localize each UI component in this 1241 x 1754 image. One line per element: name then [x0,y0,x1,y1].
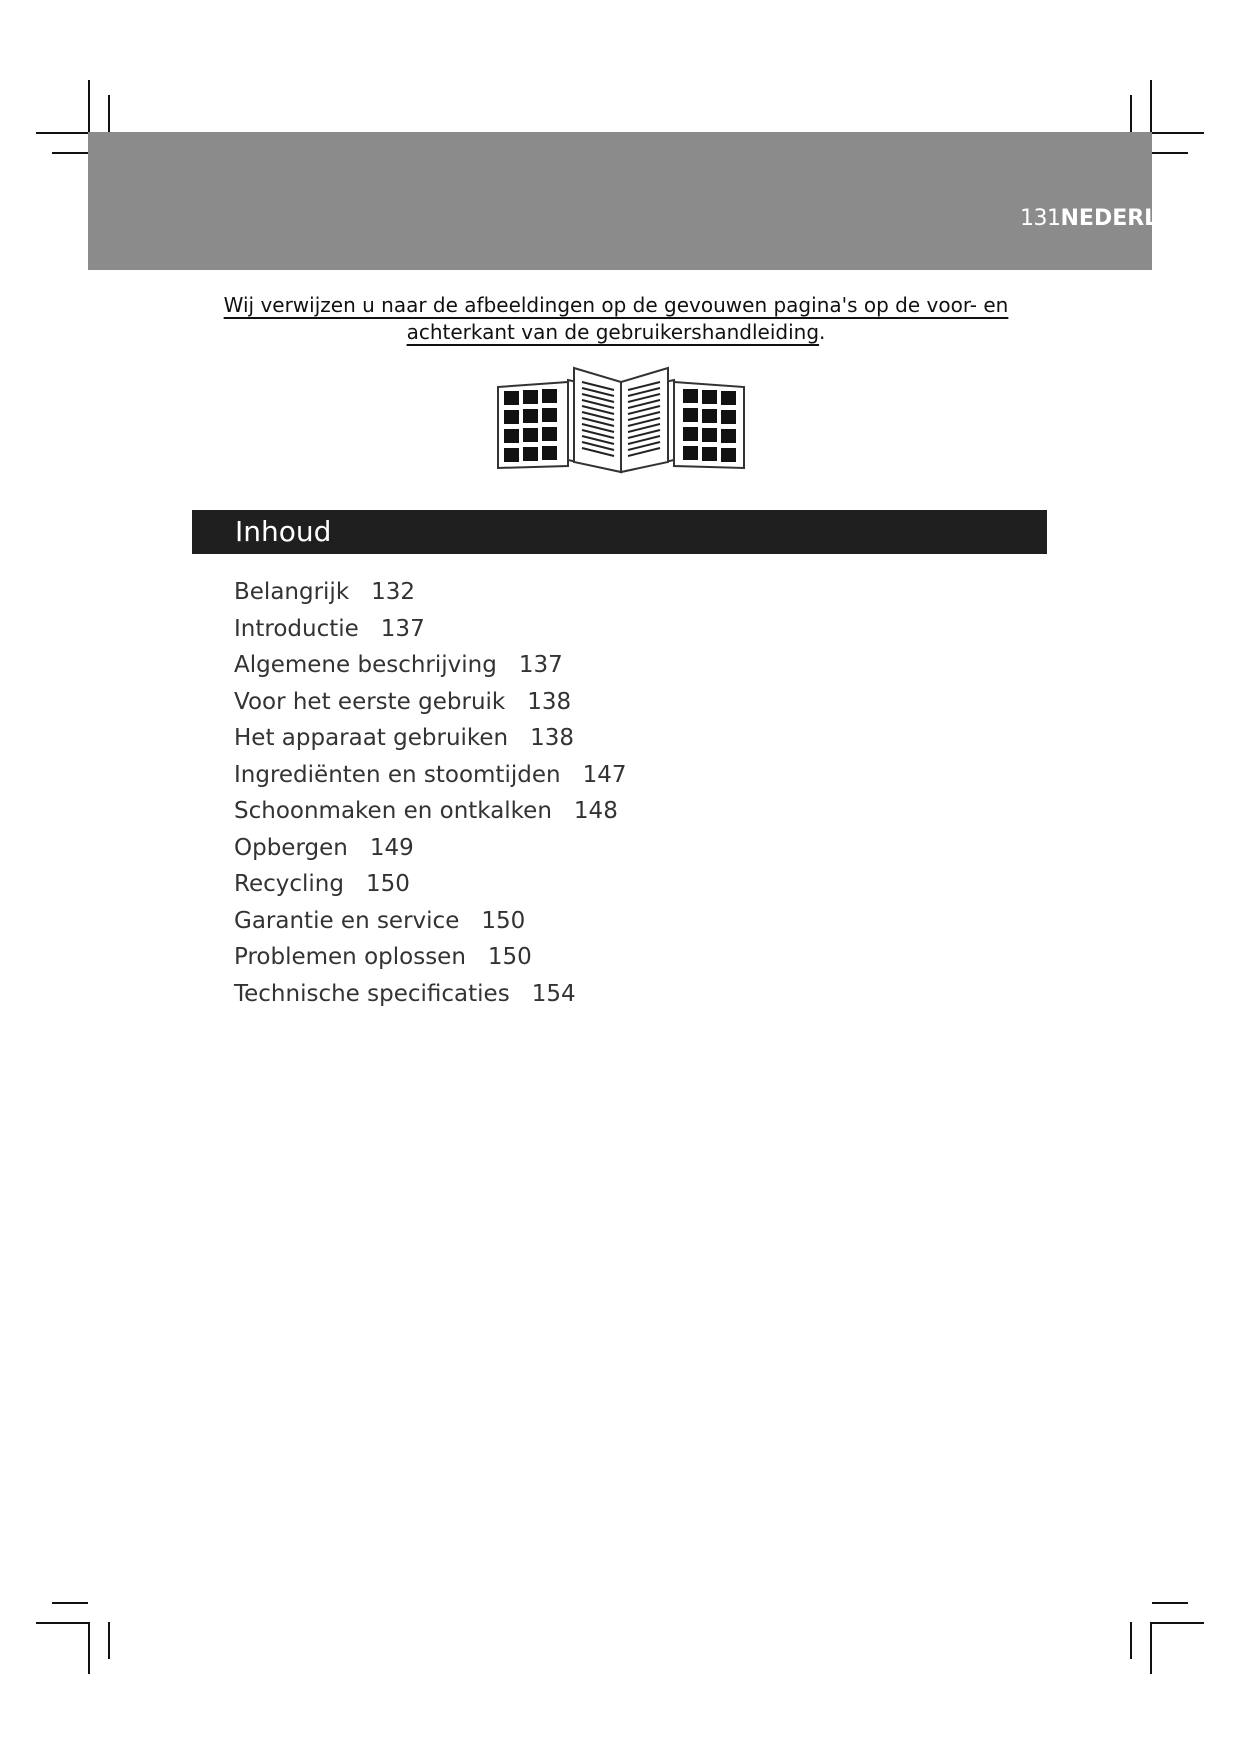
header-band [88,132,1176,270]
crop-mark [88,1622,90,1674]
toc-entry-label: Problemen oplossen [234,944,466,970]
toc-entry-page: 150 [481,907,526,934]
toc-entry[interactable] [234,720,626,757]
toc-entry-label: Opbergen [234,834,348,861]
crop-mark [88,80,90,132]
toc-entry-label: Ingrediënten en stoomtijden [234,761,561,788]
page-number: 131 [1020,206,1061,231]
toc-entry[interactable] [234,757,626,794]
toc-entry-page: 138 [530,725,575,751]
toc-entry[interactable] [234,684,626,721]
open-book-icon [496,362,746,478]
crop-mark [108,95,110,132]
crop-mark [1152,152,1188,154]
toc-entry-page: 137 [518,652,563,678]
crop-mark [1130,95,1132,132]
crop-mark [1152,1622,1204,1624]
toc-entry-label: Introductie [234,615,359,642]
toc-entry-label: Garantie en service [234,907,460,934]
crop-mark [108,1622,110,1659]
notice-line-1: Wij verwijzen u naar de afbeeldingen op de gevouwen pagina's op de voor- en [223,293,1009,317]
toc-entry-page: 149 [369,834,414,861]
crop-mark [1152,1602,1188,1604]
page-header [1020,206,1175,231]
toc-entry[interactable] [234,793,626,830]
toc-entry-label: Het apparaat gebruiken [234,725,509,751]
language-label: NEDERLA [1060,206,1176,231]
toc-entry[interactable] [234,830,626,867]
toc-entry-label: Voor het eerste gebruik [234,688,506,715]
toc-entry-label: Technische specificaties [234,980,510,1007]
crop-mark [1130,1622,1132,1659]
crop-mark [36,132,88,134]
toc-entry[interactable] [234,939,626,976]
crop-mark [52,152,88,154]
toc-entry-label: Schoonmaken en ontkalken [234,798,552,824]
toc-entry-page: 150 [365,871,410,897]
toc-entry[interactable] [234,647,626,684]
toc-entry-label: Algemene beschrijving [234,652,497,678]
crop-mark [36,1622,88,1624]
toc-entry[interactable] [234,903,626,940]
toc-entry-page: 150 [487,944,532,970]
toc-entry[interactable] [234,866,626,903]
section-title: Inhoud [235,515,332,548]
toc-entry-page: 148 [573,798,618,824]
notice-period: . [819,320,826,344]
toc-entry[interactable] [234,976,626,1013]
table-of-contents [234,574,626,1012]
toc-entry[interactable] [234,574,626,611]
toc-entry[interactable] [234,611,626,648]
toc-entry-label: Recycling [234,871,344,897]
toc-entry-page: 137 [380,615,425,642]
toc-entry-page: 138 [527,688,572,715]
toc-entry-page: 154 [531,980,576,1007]
crop-mark [52,1602,88,1604]
crop-mark [1150,80,1152,132]
notice-line-2: achterkant van de gebruikershandleiding [406,320,820,344]
toc-entry-label: Belangrijk [234,579,350,605]
section-heading-bar [192,510,1047,554]
crop-mark [1150,1622,1152,1674]
foldout-notice [196,292,1036,346]
toc-entry-page: 147 [582,761,627,788]
toc-entry-page: 132 [371,579,416,605]
crop-mark [1152,132,1204,134]
